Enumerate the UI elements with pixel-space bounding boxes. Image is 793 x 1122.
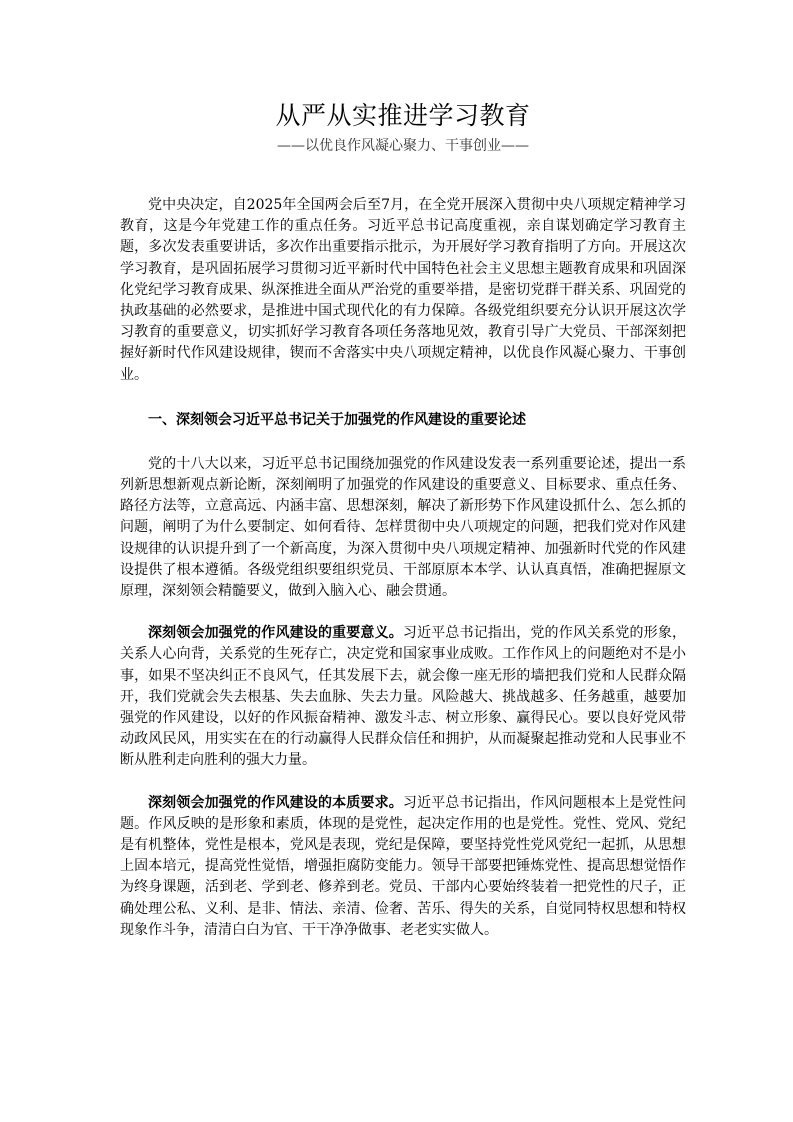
section-heading-1: 一、深刻领会习近平总书记关于加强党的作风建设的重要论述: [148, 411, 526, 428]
point-2-text: 习近平总书记指出，作风问题根本上是党性问题。作风反映的是形象和素质，体现的是党性，起决定作用的也是党性。党性、党风、党纪是有机整体，党性是根本，党风是表现，党纪是保障，要坚持党性党风党纪一起抓，从思想上固本培元，提高党性觉悟，增强拒腐防变能力。领导干部要把锤炼党性、提高思想觉悟作为终身课题，活到老、学到老、修养到老。党员、干部内心要始终装着一把党性的尺子，正确处理公私、义利、是非、情法、亲清、俭奢、苦乐、得失的关系，自觉同特权思想和特权现象作斗争，清清白白为官、干干净净做事、老老实实做人。: [120, 794, 687, 938]
section-1-paragraph: 党的十八大以来，习近平总书记围绕加强党的作风建设发表一系列重要论述，提出一系列新思想新观点新论断，深刻阐明了加强党的作风建设的重要意义、目标要求、重点任务、路径方法等，立意高远、内涵丰富、思想深刻，解决了新形势下作风建设抓什么、怎么抓的问题，阐明了为什么要制定、如何看待、怎样贯彻中央八项规定的问题，把我们党对作风建设规律的认识提升到了一个新高度，为深入贯彻中央八项规定精神、加强新时代党的作风建设提供了根本遵循。各级党组织要组织党员、干部原原本本学、认认真真悟，准确把握原文原理，深刻领会精髓要义，做到入脑入心、融会贯通。: [120, 455, 686, 600]
point-2-lead: 深刻领会加强党的作风建设的本质要求。: [148, 794, 403, 811]
point-1-paragraph: [120, 623, 686, 771]
point-1-text: 习近平总书记指出，党的作风关系党的形象，关系人心向背，关系党的生死存亡，决定党和国家事业成败。工作作风上的问题绝对不是小事，如果不坚决纠正不良风气，任其发展下去，就会像一座无形的墙把我们党和人民群众隔开，我们党就会失去根基、失去血脉、失去力量。风险越大、挑战越多、任务越重，越要加强党的作风建设，以好的作风振奋精神、激发斗志、树立形象、赢得民心。要以良好党风带动政风民风，用实实在在的行动赢得人民群众信任和拥护，从而凝聚起推动党和人民事业不断从胜利走向胜利的强大力量。: [120, 625, 687, 769]
point-2-paragraph: [120, 793, 686, 941]
point-1-lead: 深刻领会加强党的作风建设的重要意义。: [148, 625, 403, 642]
document-body: [120, 99, 686, 941]
intro-paragraph: 党中央决定，自2025年全国两会后至7月，在全党开展深入贯彻中央八项规定精神学习教育，这是今年党建工作的重点任务。习近平总书记高度重视，亲自谋划确定学习教育主题，多次发表重要讲话，多次作出重要指示批示，为开展好学习教育指明了方向。开展这次学习教育，是巩固拓展学习贯彻习近平新时代中国特色社会主义思想主题教育成果和巩固深化党纪学习教育成果、纵深推进全面从严治党的重要举措，是密切党群干群关系、巩固党的执政基础的必然要求，是推进中国式现代化的有力保障。各级党组织要充分认识开展这次学习教育的重要意义，切实抓好学习教育各项任务落地见效，教育引导广大党员、干部深刻把握好新时代作风建设规律，锲而不舍落实中央八项规定精神，以优良作风凝心聚力、干事创业。: [120, 197, 686, 383]
document-subtitle: ——以优良作风凝心聚力、干事创业——: [277, 138, 529, 154]
document-title: 从严从实推进学习教育: [275, 101, 531, 130]
